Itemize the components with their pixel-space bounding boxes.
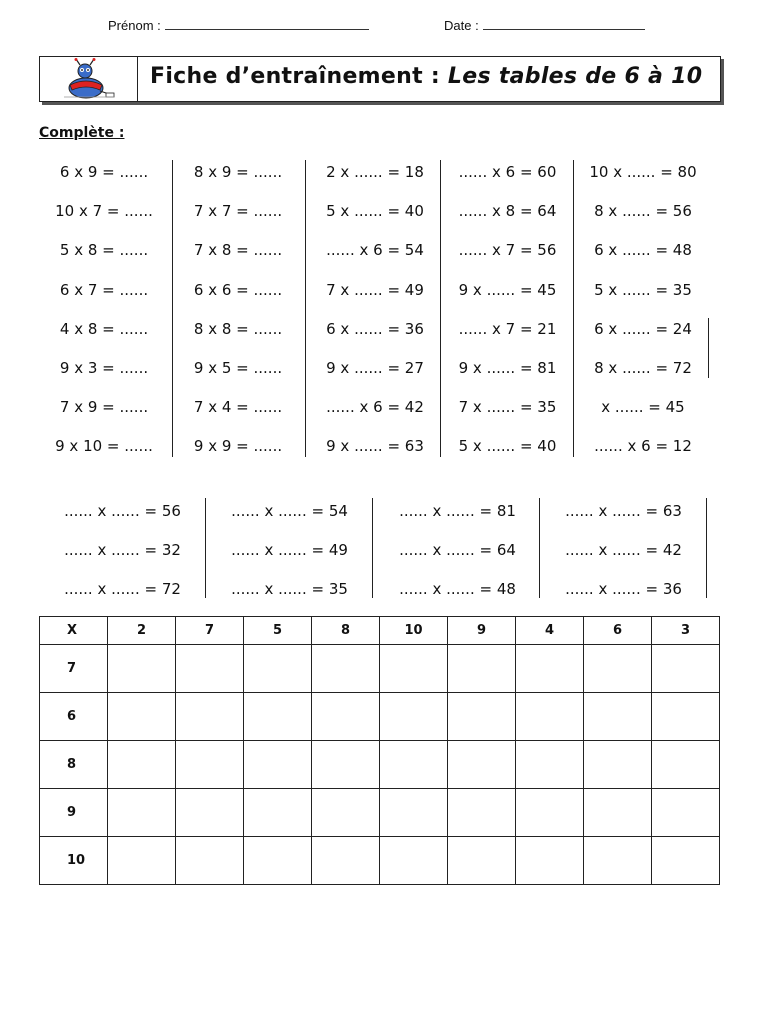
column-divider: [305, 160, 306, 457]
exercise-item[interactable]: x ...... = 45: [601, 398, 685, 416]
grid-row: [40, 741, 720, 789]
multiplication-grid: [39, 616, 720, 885]
exercise-item[interactable]: 9 x 3 = ......: [59, 359, 149, 377]
grid-answer-cell[interactable]: [516, 741, 584, 789]
grid-answer-cell[interactable]: [380, 741, 448, 789]
factor-item[interactable]: ...... x ...... = 42: [565, 541, 682, 559]
factor-item[interactable]: ...... x ...... = 49: [231, 541, 348, 559]
exercise-item[interactable]: 9 x 10 = ......: [55, 437, 153, 455]
grid-answer-cell[interactable]: [516, 789, 584, 837]
exercise-item[interactable]: 6 x 7 = ......: [59, 281, 149, 299]
grid-answer-cell[interactable]: [652, 645, 720, 693]
exercise-item[interactable]: ...... x 6 = 42: [326, 398, 424, 416]
exercise-item[interactable]: 9 x 5 = ......: [193, 359, 283, 377]
grid-column-header: 9: [448, 617, 516, 645]
grid-answer-cell[interactable]: [108, 741, 176, 789]
exercise-item[interactable]: 8 x ...... = 72: [594, 359, 692, 377]
grid-answer-cell[interactable]: [312, 693, 380, 741]
exercise-item[interactable]: 7 x 7 = ......: [193, 202, 283, 220]
grid-answer-cell[interactable]: [448, 837, 516, 885]
grid-answer-cell[interactable]: [380, 789, 448, 837]
column-divider: [706, 498, 707, 598]
exercise-item[interactable]: ...... x 6 = 12: [594, 437, 692, 455]
exercise-item[interactable]: 6 x 6 = ......: [193, 281, 283, 299]
grid-answer-cell[interactable]: [584, 741, 652, 789]
grid-answer-cell[interactable]: [516, 837, 584, 885]
grid-answer-cell[interactable]: [108, 837, 176, 885]
bug-mascot-icon: [40, 57, 137, 101]
grid-answer-cell[interactable]: [244, 741, 312, 789]
grid-column-header: 10: [380, 617, 448, 645]
grid-answer-cell[interactable]: [244, 645, 312, 693]
exercise-item[interactable]: 5 x ...... = 35: [594, 281, 692, 299]
grid-answer-cell[interactable]: [380, 837, 448, 885]
grid-answer-cell[interactable]: [516, 693, 584, 741]
factor-item[interactable]: ...... x ...... = 72: [64, 580, 181, 598]
column-divider: [372, 498, 373, 598]
exercise-item[interactable]: 10 x ...... = 80: [589, 163, 697, 181]
grid-answer-cell[interactable]: [448, 741, 516, 789]
date-blank[interactable]: [483, 17, 645, 30]
title-banner: [39, 56, 721, 102]
exercise-item[interactable]: 7 x 4 = ......: [193, 398, 283, 416]
grid-answer-cell[interactable]: [312, 837, 380, 885]
prenom-blank[interactable]: [165, 17, 369, 30]
factor-item[interactable]: ...... x ...... = 54: [231, 502, 348, 520]
grid-column-header: 4: [516, 617, 584, 645]
grid-answer-cell[interactable]: [176, 837, 244, 885]
exercise-item[interactable]: 8 x 9 = ......: [193, 163, 283, 181]
exercise-item[interactable]: ...... x 8 = 64: [458, 202, 557, 220]
grid-answer-cell[interactable]: [584, 789, 652, 837]
exercise-item[interactable]: ...... x 7 = 21: [458, 320, 557, 338]
grid-row: [40, 837, 720, 885]
grid-corner: X: [40, 617, 108, 645]
grid-answer-cell[interactable]: [176, 741, 244, 789]
grid-answer-cell[interactable]: [584, 645, 652, 693]
grid-column-header: 6: [584, 617, 652, 645]
grid-answer-cell[interactable]: [652, 741, 720, 789]
grid-answer-cell[interactable]: [584, 837, 652, 885]
exercise-item[interactable]: ...... x 7 = 56: [458, 241, 557, 259]
grid-answer-cell[interactable]: [244, 693, 312, 741]
factor-item[interactable]: ...... x ...... = 36: [565, 580, 682, 598]
grid-answer-cell[interactable]: [516, 645, 584, 693]
grid-column-header: 5: [244, 617, 312, 645]
grid-answer-cell[interactable]: [448, 789, 516, 837]
exercise-item[interactable]: 7 x 9 = ......: [59, 398, 149, 416]
column-divider: [573, 160, 574, 457]
factor-item[interactable]: ...... x ...... = 63: [565, 502, 682, 520]
exercise-item[interactable]: 5 x ...... = 40: [326, 202, 424, 220]
grid-row-header: 7: [40, 645, 108, 693]
factor-item[interactable]: ...... x ...... = 35: [231, 580, 348, 598]
grid-answer-cell[interactable]: [380, 693, 448, 741]
exercise-item[interactable]: 8 x ...... = 56: [594, 202, 692, 220]
date-field[interactable]: [444, 17, 645, 33]
factor-item[interactable]: ...... x ...... = 64: [399, 541, 516, 559]
grid-answer-cell[interactable]: [108, 645, 176, 693]
grid-row-header: 9: [40, 789, 108, 837]
factor-item[interactable]: ...... x ...... = 56: [64, 502, 181, 520]
grid-column-header: 2: [108, 617, 176, 645]
column-divider: [205, 498, 206, 598]
mascot-logo: [40, 57, 138, 101]
factor-item[interactable]: ...... x ...... = 81: [399, 502, 516, 520]
exercise-item[interactable]: 6 x ...... = 24: [594, 320, 692, 338]
exercise-item[interactable]: 8 x 8 = ......: [193, 320, 283, 338]
grid-answer-cell[interactable]: [312, 645, 380, 693]
exercise-item[interactable]: 6 x ...... = 48: [594, 241, 692, 259]
grid-answer-cell[interactable]: [244, 789, 312, 837]
grid-answer-cell[interactable]: [652, 693, 720, 741]
grid-answer-cell[interactable]: [176, 789, 244, 837]
exercise-item[interactable]: 9 x 9 = ......: [193, 437, 283, 455]
column-divider: [539, 498, 540, 598]
grid-answer-cell[interactable]: [176, 645, 244, 693]
column-divider: [440, 160, 441, 457]
prenom-field[interactable]: [108, 17, 369, 33]
grid-answer-cell[interactable]: [652, 837, 720, 885]
grid-row-header: 8: [40, 741, 108, 789]
prenom-label: Prénom :: [108, 18, 161, 33]
exercise-item[interactable]: ...... x 6 = 54: [326, 241, 424, 259]
grid-answer-cell[interactable]: [448, 645, 516, 693]
exercise-item[interactable]: 5 x ...... = 40: [458, 437, 557, 455]
grid-answer-cell[interactable]: [584, 693, 652, 741]
exercise-item[interactable]: 10 x 7 = ......: [55, 202, 153, 220]
grid-answer-cell[interactable]: [652, 789, 720, 837]
grid-column-header: 8: [312, 617, 380, 645]
exercise-item[interactable]: 9 x ...... = 45: [458, 281, 557, 299]
exercise-item[interactable]: 7 x ...... = 49: [326, 281, 424, 299]
grid-answer-cell[interactable]: [108, 693, 176, 741]
exercise-item[interactable]: 2 x ...... = 18: [326, 163, 424, 181]
grid-row-header: 10: [40, 837, 108, 885]
grid-column-header: 7: [176, 617, 244, 645]
exercise-item[interactable]: ...... x 6 = 60: [458, 163, 557, 181]
grid-column-header: 3: [652, 617, 720, 645]
grid-answer-cell[interactable]: [176, 693, 244, 741]
grid-answer-cell[interactable]: [312, 741, 380, 789]
grid-row: [40, 645, 720, 693]
grid-row-header: 6: [40, 693, 108, 741]
grid-answer-cell[interactable]: [312, 789, 380, 837]
instruction-label: Complète :: [39, 125, 125, 141]
exercise-item[interactable]: 4 x 8 = ......: [59, 320, 149, 338]
exercise-item[interactable]: 5 x 8 = ......: [59, 241, 149, 259]
grid-row: [40, 693, 720, 741]
factor-item[interactable]: ...... x ...... = 48: [399, 580, 516, 598]
exercise-item[interactable]: 6 x ...... = 36: [326, 320, 424, 338]
column-divider: [172, 160, 173, 457]
grid-row: [40, 789, 720, 837]
exercise-item[interactable]: 9 x ...... = 63: [326, 437, 424, 455]
page-title: Fiche d’entraînement : Les tables de 6 à 10: [150, 64, 703, 89]
exercise-item[interactable]: 7 x 8 = ......: [193, 241, 283, 259]
exercise-item[interactable]: 9 x ...... = 81: [458, 359, 557, 377]
grid-answer-cell[interactable]: [108, 789, 176, 837]
grid-answer-cell[interactable]: [244, 837, 312, 885]
date-label: Date :: [444, 18, 479, 33]
grid-header-row: [40, 617, 720, 645]
grid-answer-cell[interactable]: [380, 645, 448, 693]
grid-answer-cell[interactable]: [448, 693, 516, 741]
exercise-item[interactable]: 7 x ...... = 35: [458, 398, 557, 416]
exercise-item[interactable]: 9 x ...... = 27: [326, 359, 424, 377]
factor-item[interactable]: ...... x ...... = 32: [64, 541, 181, 559]
exercise-item[interactable]: 6 x 9 = ......: [59, 163, 149, 181]
column-divider: [708, 318, 709, 378]
